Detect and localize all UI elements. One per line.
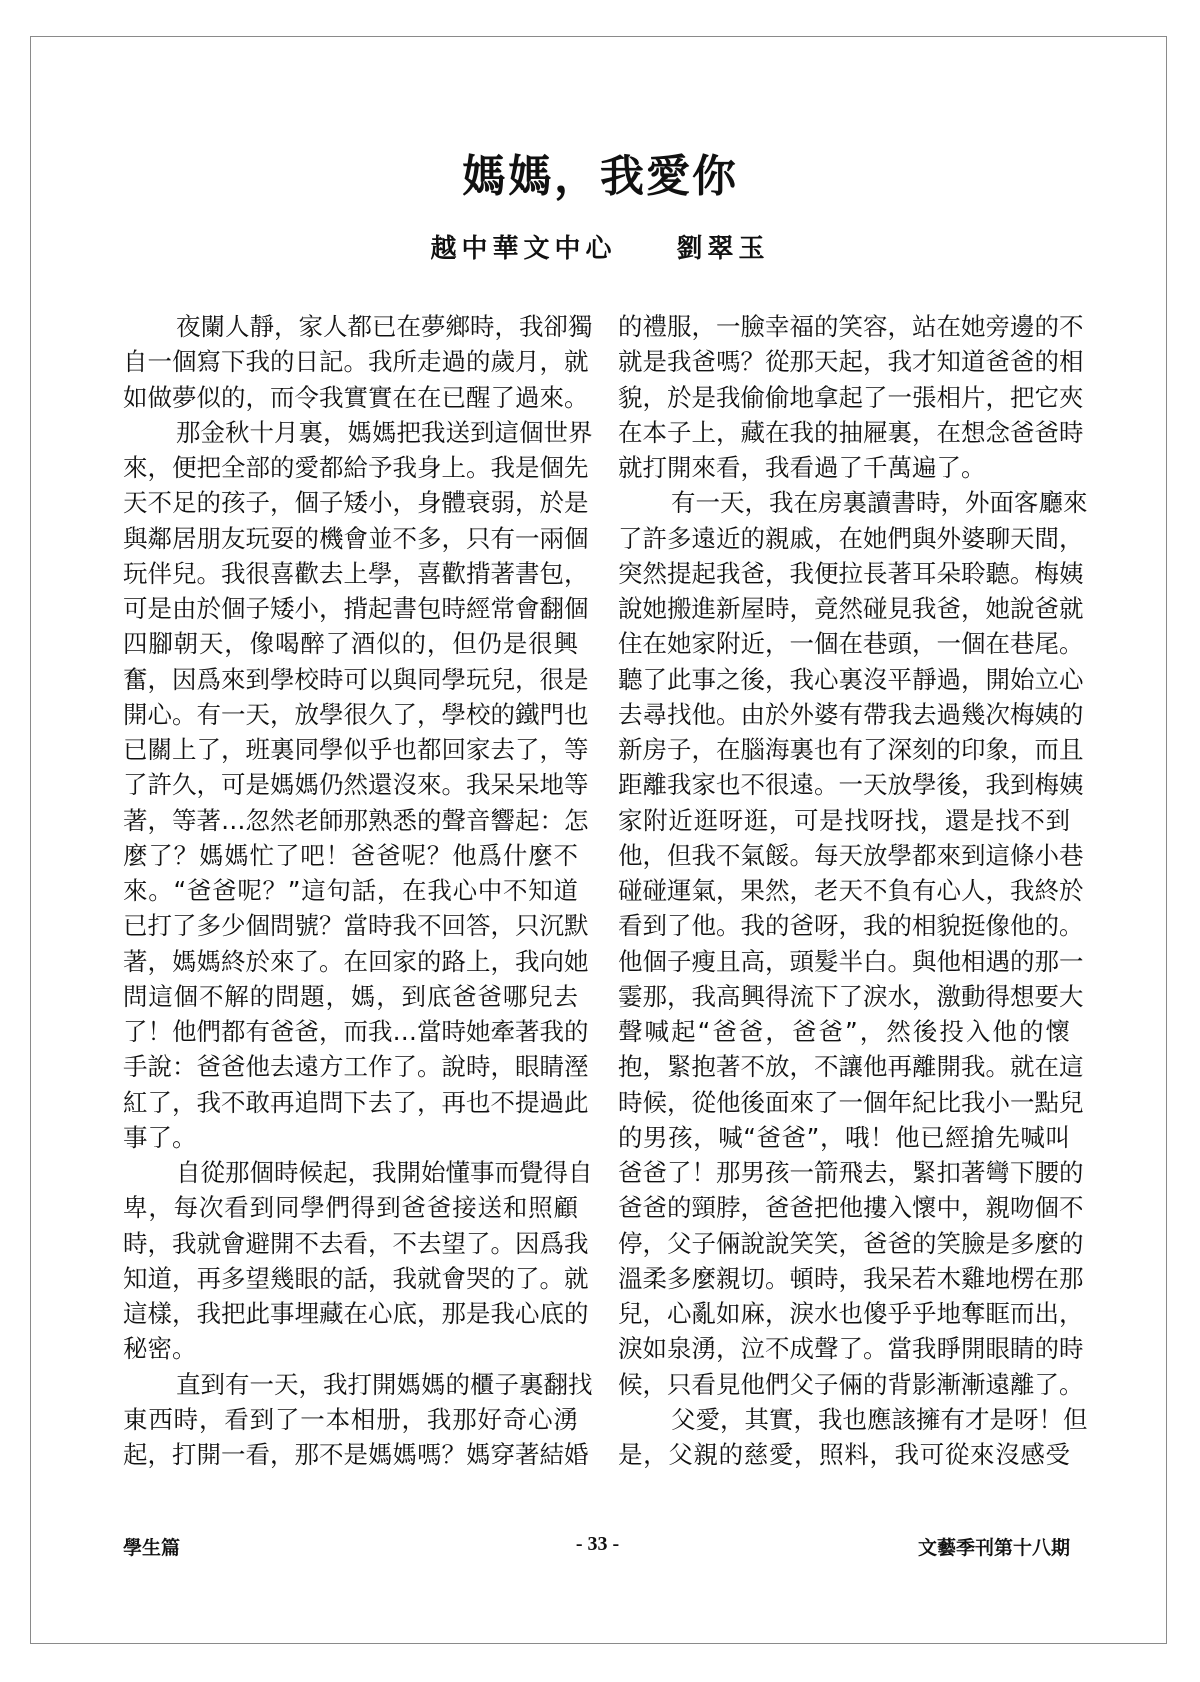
text-line: 他個子瘦且高，頭髮半白。與他相遇的那一 <box>618 946 1084 976</box>
footer-page-number: - 33 - <box>575 1533 620 1555</box>
text-line: 候，只看見他們父子倆的背影漸漸遠離了。 <box>618 1369 1084 1399</box>
text-line: 說她搬進新屋時，竟然碰見我爸，她說爸就 <box>618 594 1084 623</box>
author-name: 劉翠玉 <box>676 234 770 264</box>
footer-publication: 文藝季刊第十八期 <box>917 1537 1070 1559</box>
text-line: 可是由於個子矮小，揹起書包時經常會翻個 <box>123 594 589 623</box>
text-line: 溫柔多麼親切。頓時，我呆若木雞地楞在那 <box>618 1263 1084 1293</box>
text-line: 時候，從他後面來了一個年紀比我小一點兒 <box>618 1087 1084 1117</box>
text-line: 開心。有一天，放學很久了，學校的鐵門也 <box>123 699 589 729</box>
footer-section: 學生篇 <box>123 1537 181 1559</box>
text-line: 新房子，在腦海裏也有了深刻的印象，而且 <box>618 735 1084 764</box>
text-line: 玩伴兒。我很喜歡去上學，喜歡揹著書包， <box>123 558 589 588</box>
text-line: 他，但我不氣餒。每天放學都來到這條小巷 <box>618 840 1084 870</box>
text-line: 已關上了，班裏同學似乎也都回家去了，等 <box>123 735 589 764</box>
author-affiliation: 越中華文中心 <box>430 234 617 264</box>
text-line: 秘密。 <box>123 1334 197 1364</box>
text-line: 奮，因爲來到學校時可以與同學玩兒，很是 <box>123 664 589 694</box>
text-line: 這樣，我把此事埋藏在心底，那是我心底的 <box>123 1299 589 1328</box>
text-line: 看到了他。我的爸呀，我的相貌挺像他的。 <box>618 911 1084 941</box>
text-line: 直到有一天，我打開媽媽的櫃子裏翻找 <box>176 1369 593 1399</box>
text-line: 聲喊起“爸爸，爸爸”，然後投入他的懷 <box>618 1017 1070 1046</box>
text-line: 已打了多少個問號？當時我不回答，只沉默 <box>123 911 589 941</box>
text-line: 時，我就會避開不去看，不去望了。因爲我 <box>123 1228 589 1258</box>
text-line: 紅了，我不敢再追問下去了，再也不提過此 <box>123 1087 589 1117</box>
text-line: 就是我爸嗎？從那天起，我才知道爸爸的相 <box>618 347 1084 377</box>
text-line: 自一個寫下我的日記。我所走過的歲月，就 <box>123 347 589 377</box>
text-line: 四腳朝天，像喝醉了酒似的，但仍是很興 <box>123 629 578 659</box>
body-column-left <box>123 309 593 1472</box>
text-line: 突然提起我爸，我便拉長著耳朵聆聽。梅姨 <box>618 558 1084 588</box>
text-line: 有一天，我在房裏讀書時，外面客廳來 <box>671 488 1088 518</box>
text-line: 家附近逛呀逛，可是找呀找，還是找不到 <box>618 805 1070 835</box>
text-line: 如做夢似的，而令我實實在在已醒了過來。 <box>123 382 589 412</box>
text-line: 爸爸的頸脖，爸爸把他摟入懷中，親吻個不 <box>618 1193 1084 1223</box>
text-line: 來，便把全部的愛都給予我身上。我是個先 <box>123 453 589 482</box>
text-line: 天不足的孩子，個子矮小，身體衰弱，於是 <box>123 488 589 518</box>
text-line: 聽了此事之後，我心裏沒平靜過，開始立心 <box>618 664 1084 694</box>
article-title: 媽媽，我愛你 <box>462 151 738 202</box>
text-line: 與鄰居朋友玩耍的機會並不多，只有一兩個 <box>123 523 589 553</box>
text-line: 抱，緊抱著不放，不讓他再離開我。就在這 <box>618 1052 1084 1082</box>
author-line <box>0 228 1200 265</box>
text-line: 住在她家附近，一個在巷頭，一個在巷尾。 <box>618 629 1084 659</box>
text-line: 兒，心亂如麻，淚水也傻乎乎地奪眶而出， <box>618 1299 1084 1328</box>
text-line: 手說：爸爸他去遠方工作了。說時，眼睛溼 <box>123 1052 589 1082</box>
text-line: 碰碰運氣，果然，老天不負有心人，我終於 <box>618 876 1084 905</box>
text-line: 東西時，看到了一本相册，我那好奇心湧 <box>123 1404 578 1434</box>
text-line: 事了。 <box>123 1122 197 1152</box>
text-line: 麼了？媽媽忙了吧！爸爸呢？他爲什麼不 <box>123 840 578 870</box>
text-line: 在本子上，藏在我的抽屜裏，在想念爸爸時 <box>618 417 1084 447</box>
text-line: 是，父親的慈愛，照料，我可從來沒感受 <box>618 1440 1070 1469</box>
text-line: 貌，於是我偷偷地拿起了一張相片，把它夾 <box>618 382 1084 412</box>
text-line: 的禮服，一臉幸福的笑容，站在她旁邊的不 <box>618 312 1084 341</box>
text-line: 來。“爸爸呢？”這句話，在我心中不知道 <box>123 876 578 905</box>
text-line: 爸爸了！那男孩一箭飛去，緊扣著彎下腰的 <box>618 1158 1084 1187</box>
text-line: 卑，每次看到同學們得到爸爸接送和照顧 <box>123 1193 578 1223</box>
text-line: 了！他們都有爸爸，而我…當時她牽著我的 <box>123 1017 589 1046</box>
text-line: 去尋找他。由於外婆有帶我去過幾次梅姨的 <box>618 699 1084 729</box>
text-line: 的男孩，喊“爸爸”，哦！他已經搶先喊叫 <box>618 1122 1070 1152</box>
text-line: 霎那，我高興得流下了淚水，激動得想要大 <box>618 981 1084 1011</box>
text-line: 自從那個時候起，我開始懂事而覺得自 <box>176 1158 593 1187</box>
text-line: 距離我家也不很遠。一天放學後，我到梅姨 <box>618 770 1084 800</box>
text-line: 了許多遠近的親戚，在她們與外婆聊天間， <box>618 523 1084 553</box>
text-line: 那金秋十月裏，媽媽把我送到這個世界 <box>176 417 593 447</box>
text-line: 淚如泉湧，泣不成聲了。當我睜開眼睛的時 <box>618 1334 1084 1364</box>
text-line: 著，等著…忽然老師那熟悉的聲音響起：怎 <box>123 805 589 835</box>
text-line: 問這個不解的問題，媽，到底爸爸哪兒去 <box>123 981 578 1011</box>
text-line: 夜闌人靜，家人都已在夢鄉時，我卻獨 <box>176 312 593 341</box>
body-column-right <box>618 309 1088 1472</box>
text-line: 起，打開一看，那不是媽媽嗎？媽穿著結婚 <box>123 1440 589 1469</box>
text-line: 父愛，其實，我也應該擁有才是呀！但 <box>671 1404 1088 1434</box>
text-line: 就打開來看，我看過了千萬遍了。 <box>618 453 986 482</box>
text-line: 著，媽媽終於來了。在回家的路上，我向她 <box>123 946 589 976</box>
text-line: 了許久，可是媽媽仍然還沒來。我呆呆地等 <box>123 770 589 800</box>
text-line: 知道，再多望幾眼的話，我就會哭的了。就 <box>123 1263 589 1293</box>
text-line: 停，父子倆說說笑笑，爸爸的笑臉是多麼的 <box>618 1228 1084 1258</box>
